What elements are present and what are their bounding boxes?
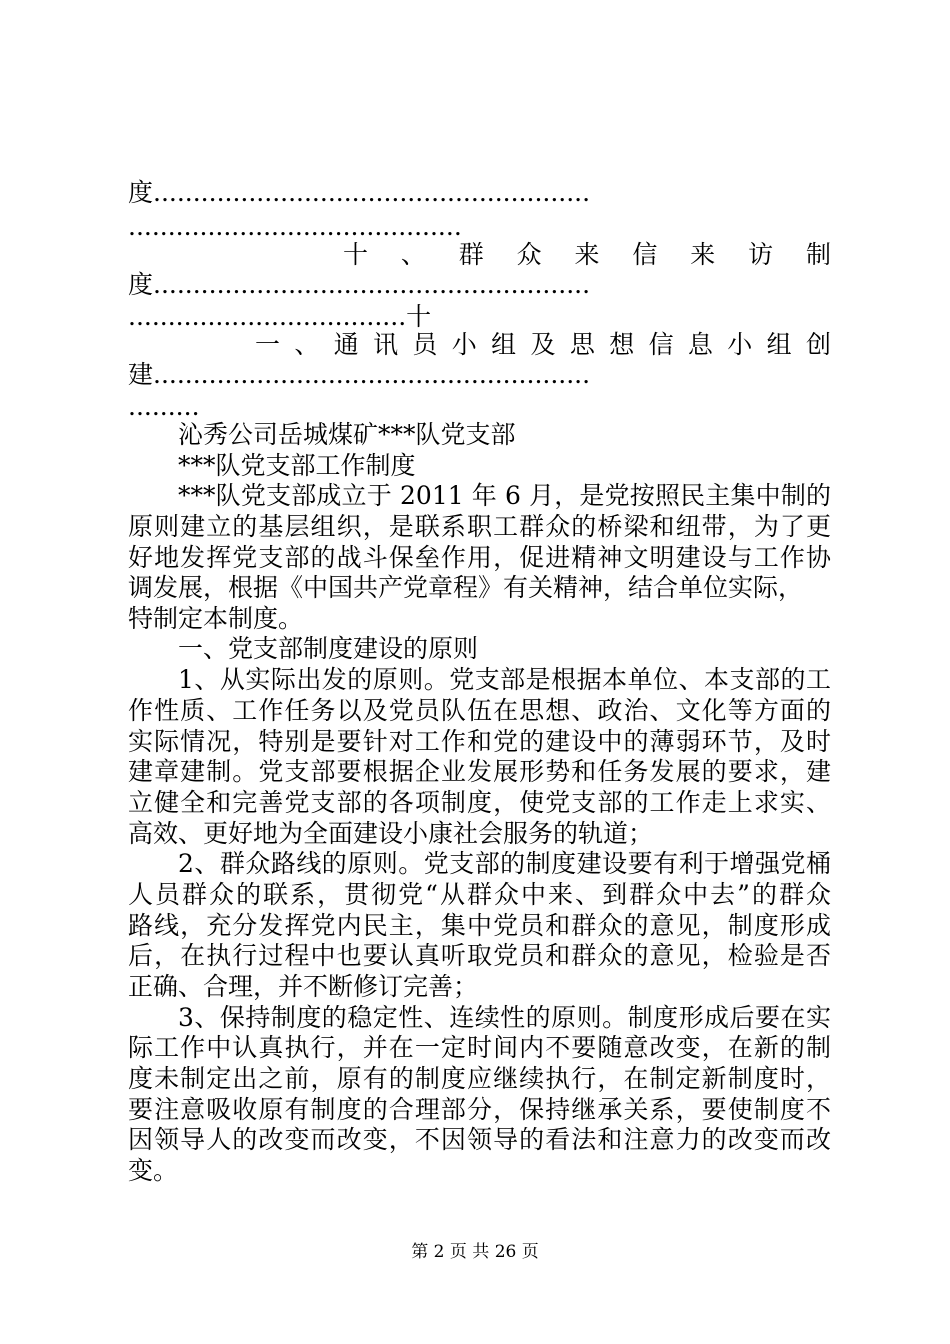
paragraph-line: 调发展，根据《中国共产党章程》有关精神，结合单位实际， — [128, 573, 804, 602]
paragraph-line: 际工作中认真执行，并在一定时间内不要随意改变，在新的制 — [128, 1033, 831, 1062]
toc-line: 度....................................................... — [128, 270, 591, 299]
paragraph-line: 3、保持制度的稳定性、连续性的原则。制度形成后要在实 — [178, 1003, 831, 1032]
paragraph-line: 正确、合理，并不断修订完善； — [128, 972, 479, 1001]
paragraph-line: 作性质、工作任务以及党员队伍在思想、政治、文化等方面的 — [128, 696, 831, 725]
paragraph-line: 后，在执行过程中也要认真听取党员和群众的意见，检验是否 — [128, 941, 831, 970]
paragraph-line: 好地发挥党支部的战斗保垒作用，促进精神文明建设与工作协 — [128, 543, 831, 572]
toc-line: 度....................................................... — [128, 178, 591, 207]
section-heading: 一、党支部制度建设的原则 — [178, 634, 479, 663]
paragraph-line: 1、从实际出发的原则。党支部是根据本单位、本支部的工 — [178, 665, 831, 694]
paragraph-line: 人员群众的联系，贯彻党“从群众中来、到群众中去”的群众 — [128, 880, 831, 909]
doc-title: ***队党支部工作制度 — [178, 451, 416, 480]
paragraph-line: 2、群众路线的原则。党支部的制度建设要有利于增强党桶 — [178, 849, 831, 878]
toc-line: 十 、 群 众 来 信 来 访 制 — [343, 240, 831, 269]
toc-line: ......... — [128, 392, 200, 421]
paragraph-line: 立健全和完善党支部的各项制度，使党支部的工作走上求实、 — [128, 788, 831, 817]
paragraph-line: 高效、更好地为全面建设小康社会服务的轨道； — [128, 819, 654, 848]
toc-line: 一 、 通 讯 员 小 组 及 思 想 信 息 小 组 创 — [255, 330, 831, 359]
toc-line: .......................................... — [128, 212, 462, 241]
paragraph-line: 建章建制。党支部要根据企业发展形势和任务发展的要求，建 — [128, 757, 831, 786]
paragraph-line: 变。 — [128, 1156, 179, 1185]
paragraph-line: ***队党支部成立于 2011 年 6 月，是党按照民主集中制的 — [178, 481, 831, 510]
paragraph-line: 特制定本制度。 — [128, 604, 304, 633]
paragraph-line: 实际情况，特别是要针对工作和党的建设中的薄弱环节，及时 — [128, 727, 831, 756]
paragraph-line: 要注意吸收原有制度的合理部分，保持继承关系，要使制度不 — [128, 1095, 831, 1124]
paragraph-line: 因领导人的改变而改变，不因领导的看法和注意力的改变而改 — [128, 1125, 831, 1154]
toc-line: 建....................................................... — [128, 360, 591, 389]
paragraph-line: 度未制定出之前，原有的制度应继续执行，在制定新制度时， — [128, 1064, 831, 1093]
paragraph-line: 路线，充分发挥党内民主，集中党员和群众的意见，制度形成 — [128, 911, 831, 940]
org-title: 沁秀公司岳城煤矿***队党支部 — [178, 420, 516, 449]
page-footer: 第 2 页 共 26 页 — [411, 1242, 539, 1262]
paragraph-line: 原则建立的基层组织，是联系职工群众的桥梁和纽带，为了更 — [128, 512, 831, 541]
toc-line: ...................................十 — [128, 302, 432, 331]
